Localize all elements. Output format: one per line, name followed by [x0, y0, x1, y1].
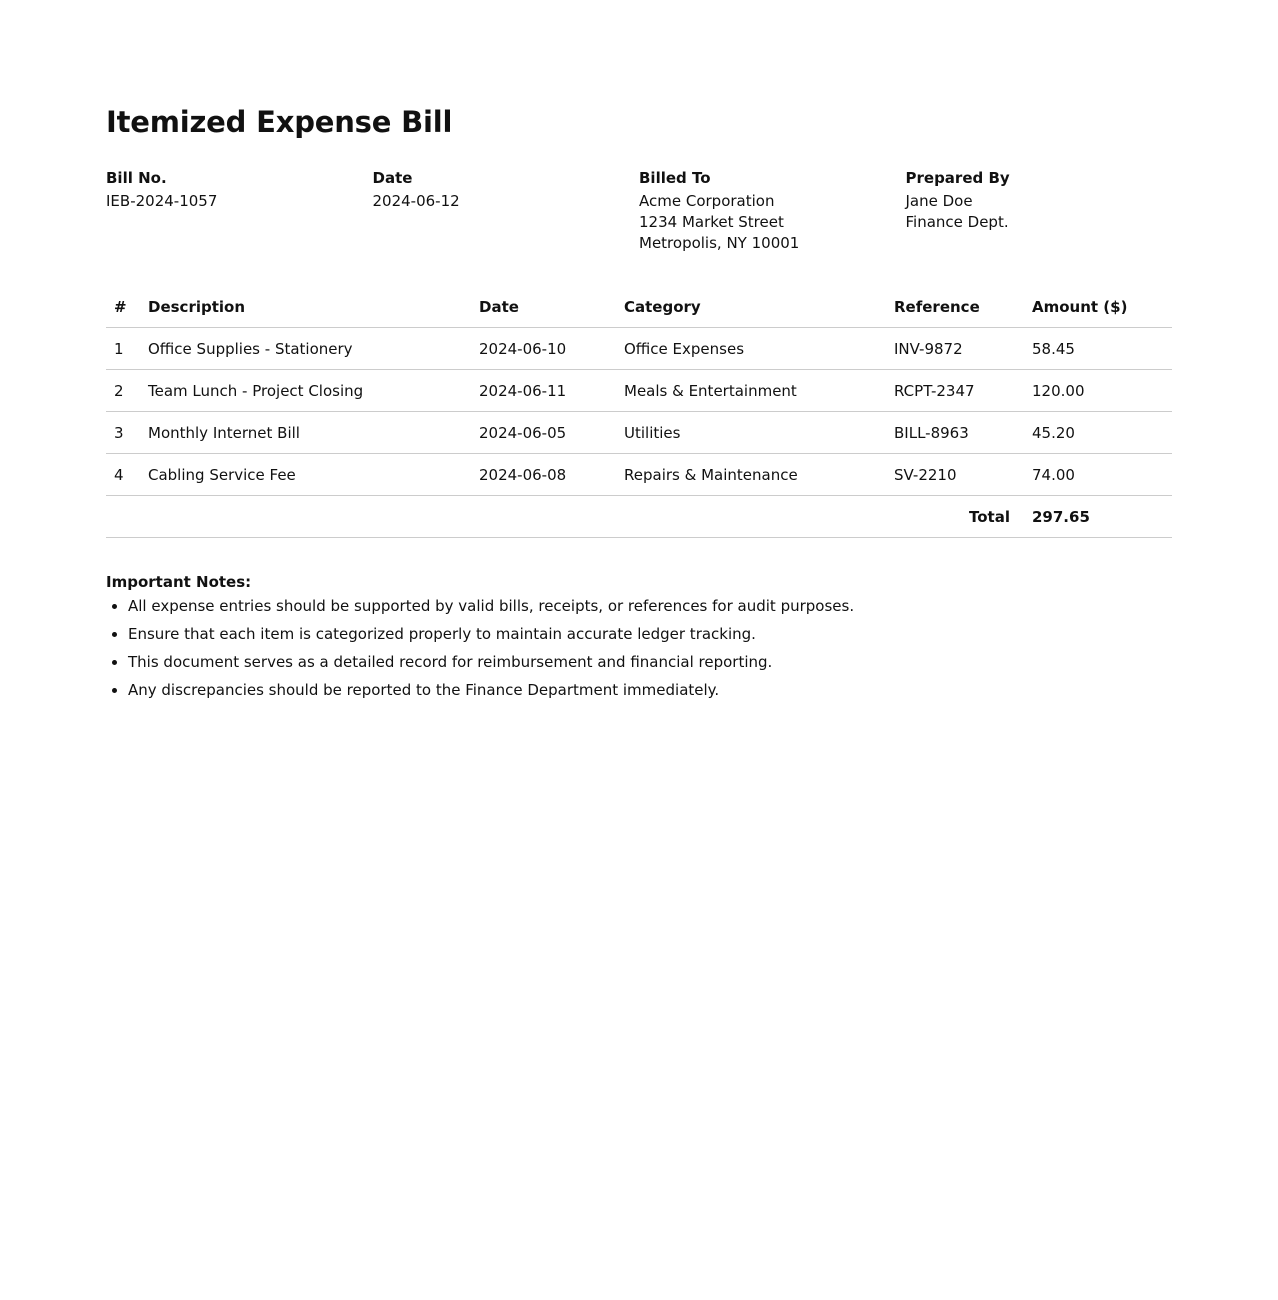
prepared-by-name: Jane Doe: [905, 192, 973, 210]
bill-number-block: [106, 168, 373, 254]
bill-meta: [106, 168, 1172, 254]
row-category: Office Expenses: [616, 328, 886, 370]
bill-date-value: 2024-06-12: [372, 192, 460, 210]
column-header-date: Date: [471, 286, 616, 328]
billed-to-label: Billed To: [639, 169, 711, 187]
bill-date-label: Date: [372, 169, 413, 187]
prepared-by-block: [906, 168, 1173, 254]
column-header-amount: Amount ($): [1024, 286, 1172, 328]
row-description: Team Lunch - Project Closing: [140, 370, 471, 412]
row-date: 2024-06-05: [471, 412, 616, 454]
bill-date-block: [373, 168, 640, 254]
table-row: [106, 328, 1172, 370]
row-date: 2024-06-08: [471, 454, 616, 496]
bill-number-label: Bill No.: [106, 169, 167, 187]
list-item: • All expense entries should be supported by valid bills, receipts, or references for audit purposes.: [128, 596, 1172, 616]
total-row: [106, 496, 1172, 538]
row-reference: INV-9872: [886, 328, 1024, 370]
list-item: • This document serves as a detailed record for reimbursement and financial reporting.: [128, 652, 1172, 672]
row-description: Cabling Service Fee: [140, 454, 471, 496]
table-row: [106, 370, 1172, 412]
expense-table: [106, 286, 1172, 538]
list-item: • Ensure that each item is categorized properly to maintain accurate ledger tracking.: [128, 624, 1172, 644]
row-number: 3: [106, 412, 140, 454]
billed-to-block: [639, 168, 906, 254]
row-date: 2024-06-11: [471, 370, 616, 412]
prepared-by-department: Finance Dept.: [905, 213, 1009, 231]
page-title: Itemized Expense Bill: [106, 105, 453, 139]
table-row: [106, 454, 1172, 496]
notes-title: Important Notes:: [106, 573, 252, 591]
row-amount: 58.45: [1024, 328, 1172, 370]
column-header-description: Description: [140, 286, 471, 328]
row-reference: BILL-8963: [886, 412, 1024, 454]
row-number: 1: [106, 328, 140, 370]
column-header-number: #: [106, 286, 140, 328]
row-reference: RCPT-2347: [886, 370, 1024, 412]
expense-bill-document: [106, 0, 1172, 700]
row-amount: 45.20: [1024, 412, 1172, 454]
table-header-row: [106, 286, 1172, 328]
column-header-category: Category: [616, 286, 886, 328]
billed-to-city: Metropolis, NY 10001: [639, 234, 800, 252]
row-category: Utilities: [616, 412, 886, 454]
row-description: Office Supplies - Stationery: [140, 328, 471, 370]
column-header-reference: Reference: [886, 286, 1024, 328]
row-description: Monthly Internet Bill: [140, 412, 471, 454]
prepared-by-label: Prepared By: [905, 169, 1010, 187]
row-number: 2: [106, 370, 140, 412]
row-amount: 120.00: [1024, 370, 1172, 412]
billed-to-street: 1234 Market Street: [639, 213, 784, 231]
row-date: 2024-06-10: [471, 328, 616, 370]
billed-to-company: Acme Corporation: [639, 192, 775, 210]
notes-list: [106, 596, 1172, 700]
row-reference: SV-2210: [886, 454, 1024, 496]
total-amount: 297.65: [1024, 496, 1172, 538]
total-label: Total: [106, 496, 1024, 538]
row-amount: 74.00: [1024, 454, 1172, 496]
row-number: 4: [106, 454, 140, 496]
table-row: [106, 412, 1172, 454]
row-category: Meals & Entertainment: [616, 370, 886, 412]
important-notes: [106, 572, 1172, 700]
bill-number-value: IEB-2024-1057: [106, 192, 218, 210]
row-category: Repairs & Maintenance: [616, 454, 886, 496]
list-item: • Any discrepancies should be reported to the Finance Department immediately.: [128, 680, 1172, 700]
